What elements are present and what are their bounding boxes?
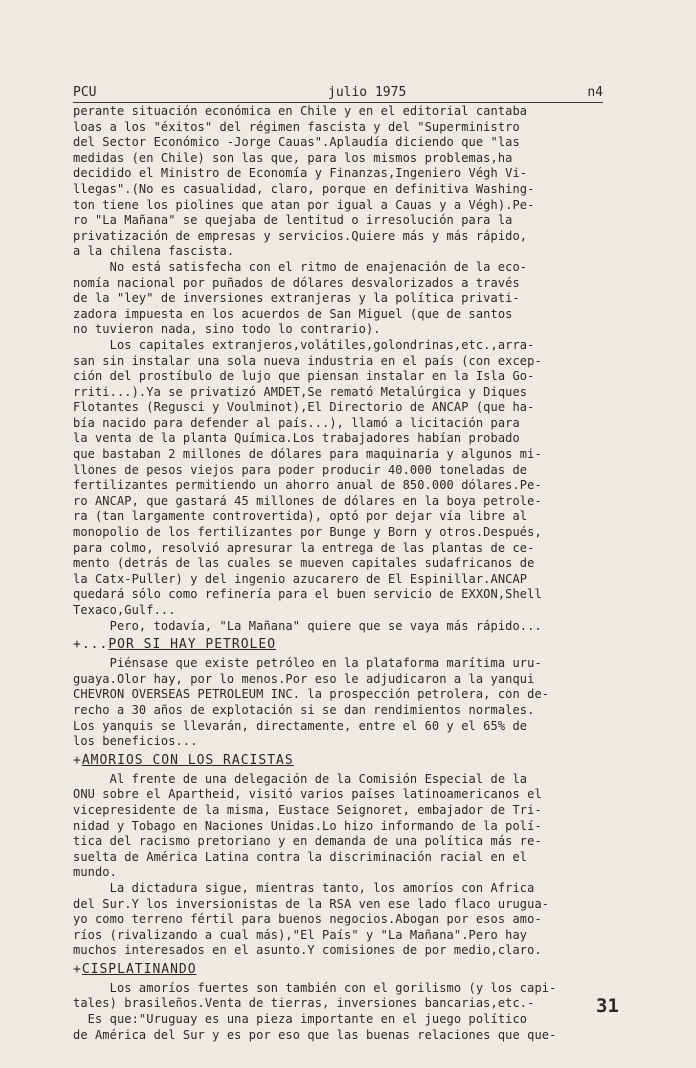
text-line: quedará sólo como refinería para el buen servicio de EXXON,Shell xyxy=(73,587,542,602)
text-line: recho a 30 años de explotación si se dan rendimientos normales. xyxy=(73,702,535,717)
text-line: llones de pesos viejos para poder producir 40.000 toneladas de xyxy=(73,462,528,477)
text-line: para colmo, resolvió apresurar la entrega de las plantas de ce- xyxy=(73,540,535,555)
page-header xyxy=(73,85,603,103)
heading-title: POR SI HAY PETROLEO xyxy=(108,637,277,653)
text-line: decidido el Ministro de Economía y Finanzas,Ingeniero Végh Vi- xyxy=(73,166,528,181)
text-line: llegas".(No es casualidad, claro, porque en definitiva Washing- xyxy=(73,181,535,196)
text-line: bía nacido para defender al país...), llamó a licitación para xyxy=(73,415,520,430)
text-line: los beneficios... xyxy=(73,734,198,749)
text-line: la Catx-Puller) y del ingenio azucarero de El Espinillar.ANCAP xyxy=(73,571,528,586)
header-issue: n4 xyxy=(587,85,603,100)
text-line: tica del racismo pretoriano y en demanda de una política más re- xyxy=(73,834,542,849)
heading-title: CISPLATINANDO xyxy=(81,961,197,977)
text-line: ción del prostíbulo de lujo que piensan instalar en la Isla Go- xyxy=(73,369,535,384)
text-line: No está satisfecha con el ritmo de enajenación de la eco- xyxy=(73,259,528,274)
text-line: yo como terreno fértil para buenos negocios.Abogan por esos amo- xyxy=(73,912,542,927)
text-line: Los amoríos fuertes son también con el gorilismo (y los capi- xyxy=(73,980,557,995)
text-line: ro "La Mañana" se quejaba de lentitud o irresolución para la xyxy=(73,213,513,228)
text-line: la venta de la planta Química.Los trabajadores habían probado xyxy=(73,431,520,446)
text-line: Los capitales extranjeros,volátiles,golondrinas,etc.,arra- xyxy=(73,337,535,352)
text-line: muchos interesados en el asunto.Y comisiones de por medio,claro. xyxy=(73,943,542,958)
text-line: Piénsase que existe petróleo en la plataforma marítima uru- xyxy=(73,656,542,671)
section-petroleo-text xyxy=(73,656,633,750)
text-line: CHEVRON OVERSEAS PETROLEUM INC. la prospección petrolera, con de- xyxy=(73,687,550,702)
text-line: loas a los "éxitos" del régimen fascista y del "Superministro xyxy=(73,119,520,134)
text-line: nidad y Tobago en Naciones Unidas.Lo hizo informando de la polí- xyxy=(73,818,542,833)
text-line: mento (detrás de las cuales se mueven capitales sudafricanos de xyxy=(73,556,535,571)
text-line: nomía nacional por puñados de dólares desvalorizados a través xyxy=(73,275,520,290)
text-line: san sin instalar una sola nueva industria en el país (con excep- xyxy=(73,353,542,368)
section-heading-petroleo xyxy=(73,634,633,656)
text-line: Texaco,Gulf... xyxy=(73,603,176,617)
text-line: mundo. xyxy=(73,865,117,880)
article-body xyxy=(73,104,633,1043)
text-line: Es que:"Uruguay es una pieza importante en el juego político xyxy=(73,1012,528,1027)
text-line: ton tiene los piolines que atan por igual a Cauas y a Végh).Pe- xyxy=(73,197,535,212)
text-line: Al frente de una delegación de la Comisión Especial de la xyxy=(73,771,528,786)
text-line: rriti...).Ya se privatizó AMDET,Se remató Metalúrgica y Diques xyxy=(73,384,528,399)
section-cisplatinando-text xyxy=(73,981,633,1043)
header-date: julio 1975 xyxy=(328,85,407,100)
text-line: del Sector Económico -Jorge Cauas".Aplaudía diciendo que "las xyxy=(73,135,520,150)
heading-prefix: + xyxy=(73,961,82,977)
text-line: Flotantes (Regusci y Voulminot),El Directorio de ANCAP (que ha- xyxy=(73,400,535,415)
text-line: ro ANCAP, que gastará 45 millones de dólares en la boya petrole- xyxy=(73,493,542,508)
text-line: de la "ley" de inversiones extranjeras y la política privati- xyxy=(73,291,520,306)
text-line: que bastaban 2 millones de dólares para maquinaria y algunos mi- xyxy=(73,447,542,462)
text-line: tales) brasileños.Venta de tierras, inversiones bancarias,etc.- xyxy=(73,996,535,1011)
text-line: Los yanquis se llevarán, directamente, entre el 60 y el 65% de xyxy=(73,718,528,733)
page-number: 31 xyxy=(596,995,619,1017)
text-line: ONU sobre el Apartheid, visitó varios países latinoamericanos el xyxy=(73,787,542,802)
text-line: perante situación económica en Chile y en el editorial cantaba xyxy=(73,104,528,118)
text-line: Pero, todavía, "La Mañana" quiere que se vaya más rápido... xyxy=(73,618,542,633)
text-line: zadora impuesta en los acuerdos de San Miguel (que de santos xyxy=(73,306,513,321)
section-amorios-text xyxy=(73,772,633,959)
header-publication: PCU xyxy=(73,85,97,100)
text-line: vicepresidente de la misma, Eustace Seignoret, embajador de Tri- xyxy=(73,802,542,817)
text-line: monopolio de los fertilizantes por Bunge y Born y otros.Después, xyxy=(73,525,542,540)
text-line: La dictadura sigue, mientras tanto, los amoríos con Africa xyxy=(73,880,535,895)
text-line: no tuvieron nada, sino todo lo contrario). xyxy=(73,322,381,337)
text-line: ríos (rivalizando a cual más),"El País" y "La Mañana".Pero hay xyxy=(73,927,528,942)
section-heading-cisplatinando xyxy=(73,959,633,981)
heading-title: AMORIOS CON LOS RACISTAS xyxy=(81,752,294,768)
text-line: suelta de América Latina contra la discriminación racial en el xyxy=(73,849,528,864)
text-line: medidas (en Chile) son las que, para los mismos problemas,ha xyxy=(73,150,513,165)
heading-prefix: +... xyxy=(73,637,109,653)
text-line: a la chilena fascista. xyxy=(73,244,235,259)
text-line: privatización de empresas y servicios.Quiere más y más rápido, xyxy=(73,228,528,243)
intro-text xyxy=(73,104,633,634)
section-heading-amorios xyxy=(73,750,633,772)
text-line: ra (tan largamente controvertida), optó por dejar vía libre al xyxy=(73,509,528,524)
text-line: fertilizantes permitiendo un ahorro anual de 850.000 dólares.Pe- xyxy=(73,478,542,493)
heading-prefix: + xyxy=(73,752,82,768)
text-line: guaya.Olor hay, por lo menos.Por eso le adjudicaron a la yanqui xyxy=(73,671,535,686)
text-line: del Sur.Y los inversionistas de la RSA ven ese lado flaco urugua- xyxy=(73,896,550,911)
text-line: de América del Sur y es por eso que las buenas relaciones que que- xyxy=(73,1027,557,1042)
